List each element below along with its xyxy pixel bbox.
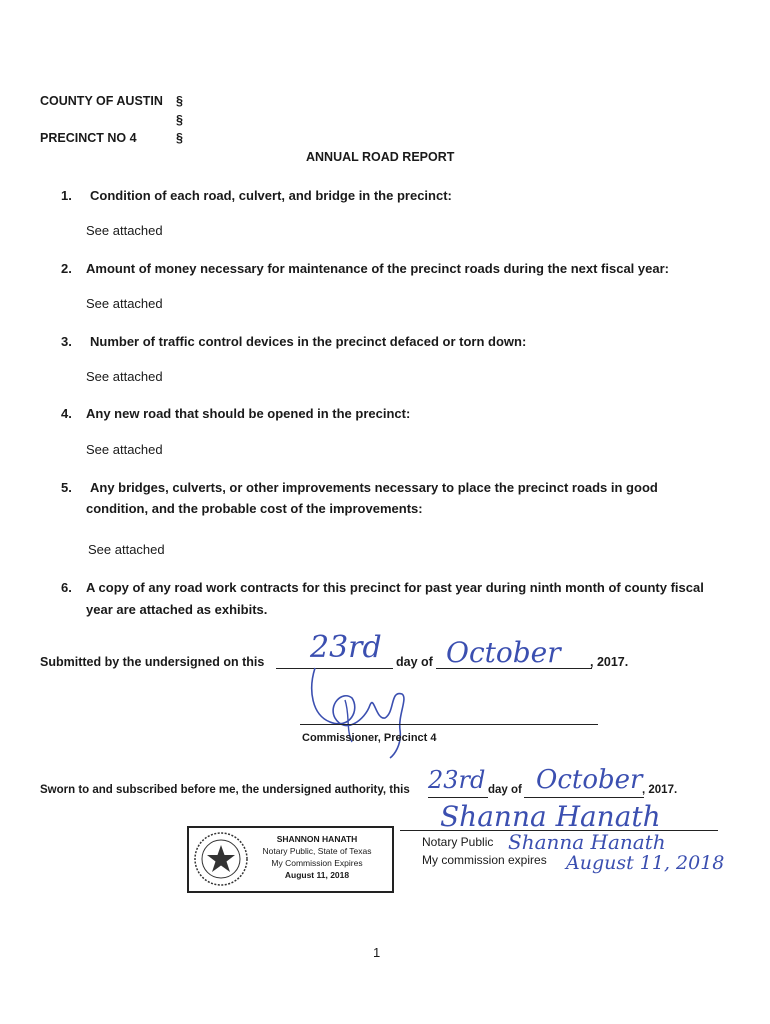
sworn-day-handwritten: 23rd	[428, 766, 486, 794]
item-answer: See attached	[88, 542, 165, 557]
item-answer: See attached	[86, 223, 163, 238]
item-question: Any new road that should be opened in the precinct:	[86, 406, 411, 421]
page-number: 1	[373, 945, 381, 960]
item-question-cont: condition, and the probable cost of the improvements:	[86, 501, 423, 516]
sworn-year: , 2017.	[642, 784, 678, 796]
signer-title: Commissioner, Precinct 4	[302, 732, 437, 744]
notary-seal	[187, 826, 394, 893]
submitted-day-handwritten: 23rd	[310, 630, 382, 665]
submitted-day-of: day of	[396, 655, 433, 669]
item-answer: See attached	[86, 296, 163, 311]
item-question: Condition of each road, culvert, and bridge in the precinct:	[90, 188, 452, 203]
commissioner-signature	[290, 660, 430, 760]
commission-date-handwritten: August 11, 2018	[566, 852, 725, 874]
sworn-day-line	[428, 797, 488, 798]
item-number: 5.	[61, 480, 72, 495]
item-number: 2.	[61, 261, 72, 276]
submitted-year: , 2017.	[590, 655, 629, 669]
item-number: 6.	[61, 580, 72, 595]
precinct-label: PRECINCT NO 4	[40, 131, 137, 145]
document-title: ANNUAL ROAD REPORT	[306, 150, 455, 164]
item-answer: See attached	[86, 442, 163, 457]
section-mark: §	[176, 94, 183, 108]
sworn-day-of: day of	[488, 784, 522, 796]
item-answer: See attached	[86, 369, 163, 384]
commission-expires-label: My commission expires	[422, 853, 547, 867]
item-question: A copy of any road work contracts for this precinct for past year during ninth month of county fiscal	[86, 580, 704, 595]
seal-expires-date: August 11, 2018	[284, 870, 350, 880]
signature-line	[300, 724, 598, 725]
section-mark: §	[176, 113, 183, 127]
notary-public-label: Notary Public	[422, 835, 494, 849]
sworn-month-handwritten: October	[536, 765, 643, 795]
seal-name: SHANNON HANATH	[276, 834, 358, 844]
sworn-month-line	[524, 797, 644, 798]
texas-star-seal-icon	[193, 831, 249, 887]
item-number: 4.	[61, 406, 72, 421]
submitted-month-handwritten: October	[446, 636, 561, 669]
item-question: Any bridges, culverts, or other improvements necessary to place the precinct roads in good	[90, 480, 658, 495]
submitted-prefix: Submitted by the undersigned on this	[40, 655, 265, 669]
section-mark: §	[176, 131, 183, 145]
notary-signature: Shanna Hanath	[440, 800, 661, 833]
item-question: Number of traffic control devices in the precinct defaced or torn down:	[90, 334, 527, 349]
item-question-cont: year are attached as exhibits.	[86, 602, 268, 617]
item-number: 3.	[61, 334, 72, 349]
notary-name-handwritten: Shanna Hanath	[508, 830, 666, 854]
county-label: COUNTY OF AUSTIN	[40, 94, 163, 108]
seal-expires-label: My Commission Expires	[271, 858, 363, 868]
seal-state: Notary Public, State of Texas	[262, 846, 372, 856]
item-question: Amount of money necessary for maintenance of the precinct roads during the next fiscal year:	[86, 261, 669, 276]
item-number: 1.	[61, 188, 72, 203]
sworn-prefix: Sworn to and subscribed before me, the undersigned authority, this	[40, 784, 410, 796]
